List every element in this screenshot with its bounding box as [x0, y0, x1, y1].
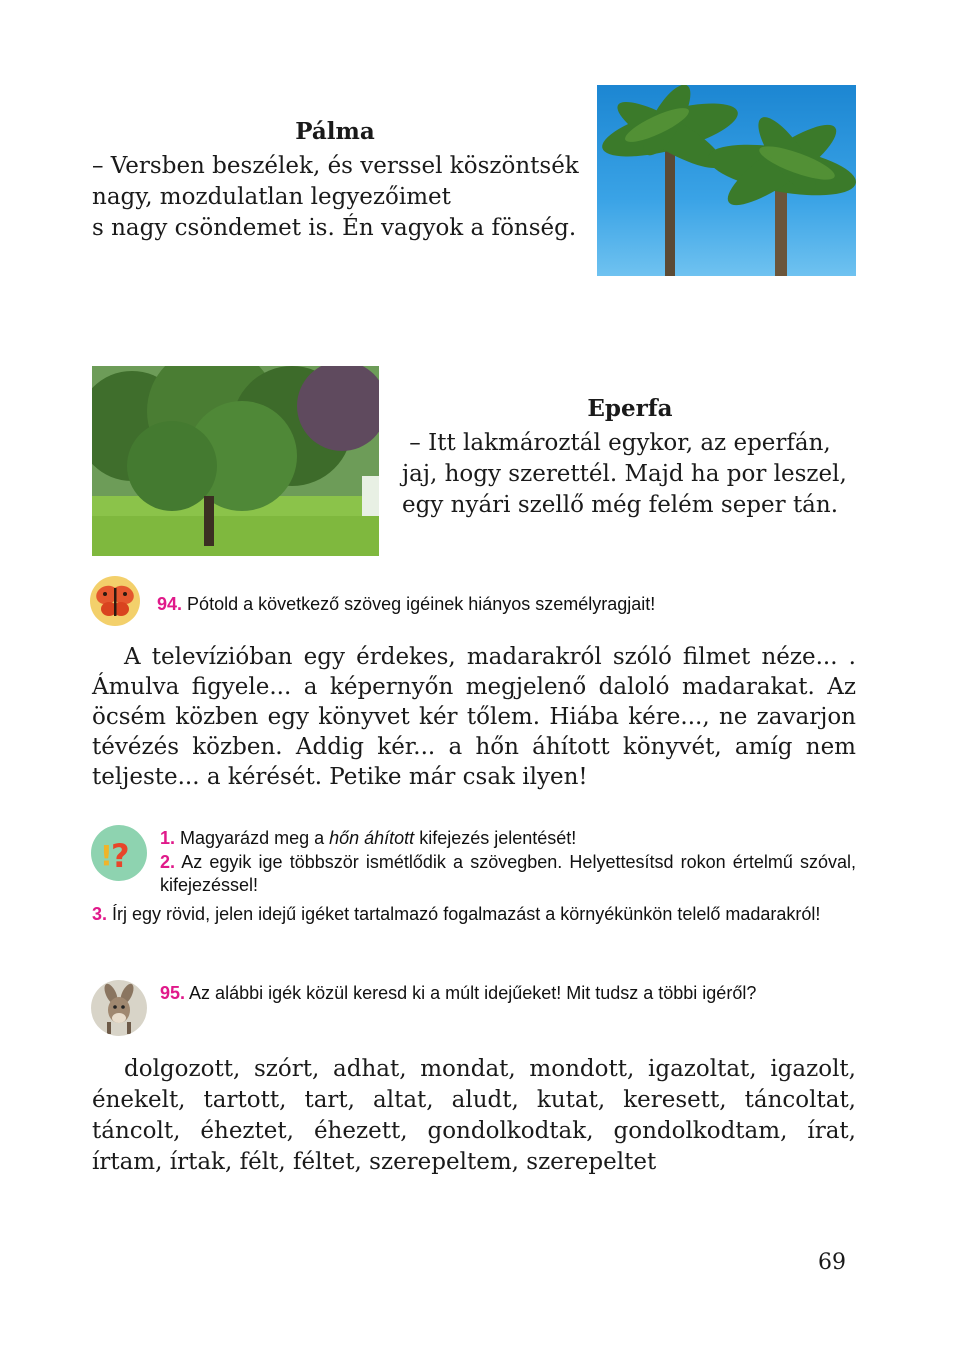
question-number: 3.: [92, 904, 108, 924]
question-text: Az egyik ige többször ismétlődik a szövegben. Helyettesítsd rokon értelmű szóval, kifejezéssel!: [160, 852, 857, 895]
task-95-instruction: [160, 982, 856, 1005]
svg-text:!: !: [100, 839, 113, 872]
question-text: Magyarázd meg a: [180, 828, 330, 848]
poem-line: nagy, mozdulatlan legyezőimet: [92, 184, 451, 210]
mulberry-tree-photo: [92, 366, 379, 556]
palm-tree-photo: [597, 85, 856, 276]
tree-icon: [92, 366, 379, 556]
question-1: [160, 827, 860, 850]
question-text: kifejezés jelentését!: [414, 828, 577, 848]
palma-poem: [92, 151, 579, 244]
poem-line: s nagy csöndemet is. Én vagyok a fönség.: [92, 215, 577, 241]
task-95-word-list: dolgozott, szórt, adhat, mondat, mondott, igazoltat, igazolt, énekelt, tartott, tart, altat, aludt, kutat, keresett, táncoltat, táncolt, éheztet, éhezett, gondolkodtak, gondolkodtam, írat, írtam, írtak, félt, féltet, szerepeltem, szerepeltet: [92, 1056, 856, 1175]
task-94-paragraph: A televízióban egy érdekes, madarakról szóló filmet néze... . Ámulva figyele... a képernyőn megjelenő daloló madarakat. Az öcsém közben egy könyvet kér tőlem. Hiába kére..., ne zavarjon tévézés közben. Addig kér... a hőn áhított könyvét, amíg nem teljeste... a kérését. Petike már csak ilyen!: [92, 644, 856, 790]
butterfly-icon: [90, 576, 140, 626]
question-3: [92, 903, 856, 926]
question-italic: hőn áhított: [329, 828, 415, 848]
palma-title: Pálma: [295, 118, 375, 145]
question-2: [160, 851, 856, 897]
palm-tree-icon: [597, 85, 856, 276]
poem-line: – Versben beszélek, és verssel köszöntsék: [92, 153, 579, 179]
task-94-instruction: [157, 593, 857, 616]
poem-line: jaj, hogy szerettél. Majd ha por leszel,: [402, 461, 847, 487]
page-number: 69: [818, 1250, 846, 1275]
task-text: Pótold a következő szöveg igéinek hiányos személyragjait!: [187, 594, 656, 614]
eperfa-title: Eperfa: [587, 395, 673, 422]
task-text: Az alábbi igék közül keresd ki a múlt idejűeket! Mit tudsz a többi igéről?: [189, 983, 757, 1003]
task-number: 94.: [157, 594, 183, 614]
eperfa-poem: [402, 428, 847, 521]
svg-text:?: ?: [111, 837, 130, 875]
question-number: 1.: [160, 828, 176, 848]
question-number: 2.: [160, 852, 176, 872]
poem-line: – Itt lakmároztál egykor, az eperfán,: [402, 430, 831, 456]
donkey-icon: [91, 980, 147, 1036]
question-text: Írj egy rövid, jelen idejű igéket tartalmazó fogalmazást a környékünkön telelő madarakról!: [112, 904, 821, 924]
poem-line: egy nyári szellő még felém seper tán.: [402, 492, 839, 518]
question-marks-icon: [91, 825, 147, 881]
task-number: 95.: [160, 983, 186, 1003]
